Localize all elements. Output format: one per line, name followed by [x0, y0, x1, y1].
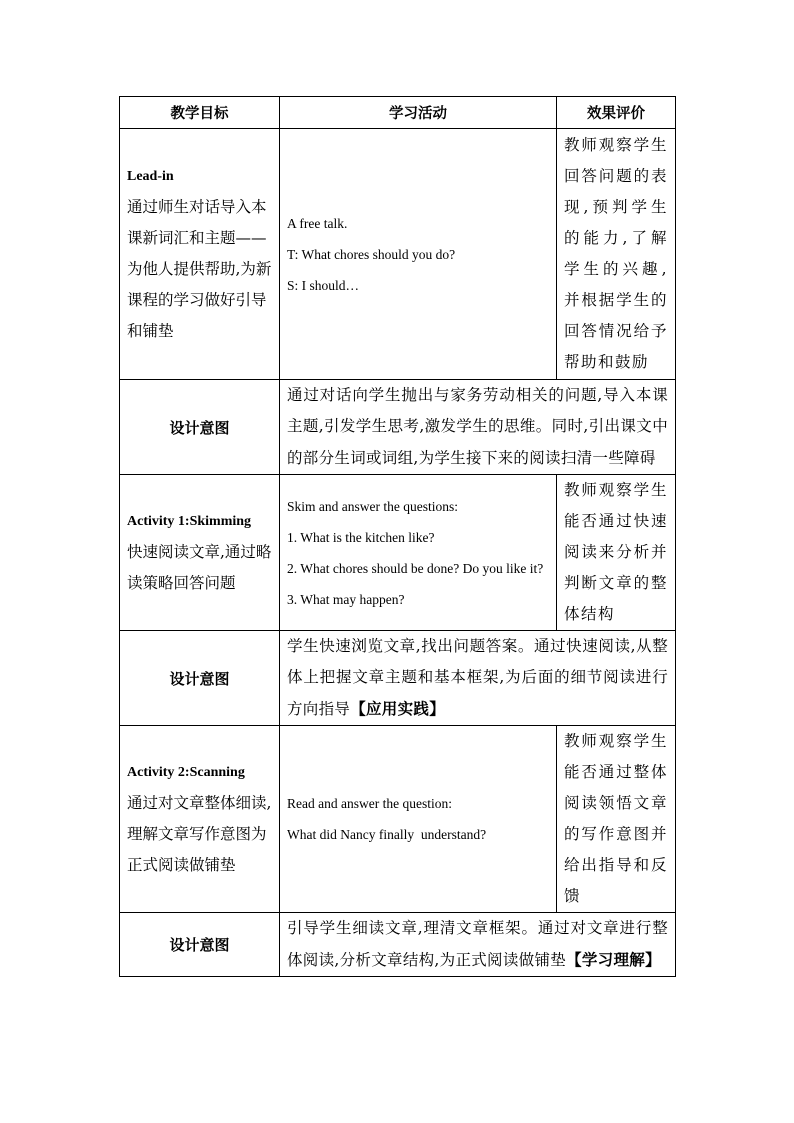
header-learning-activity: 学习活动	[280, 97, 557, 129]
activity-line: T: What chores should you do?	[287, 246, 456, 262]
activity-line: Read and answer the question:	[287, 796, 452, 811]
evaluation-cell: 教师观察学生回答问题的表现,预判学生的能力,了解学生的兴趣,并根据学生的回答情况给予帮助和鼓励	[557, 129, 676, 380]
table-header-row	[120, 97, 676, 129]
table-row	[120, 631, 676, 726]
design-intent-cell	[280, 380, 676, 475]
goal-cell	[120, 129, 280, 380]
design-intent-tag: 【应用实践】	[350, 699, 446, 718]
design-intent-cell	[280, 913, 676, 977]
activity-line: Skim and answer the questions:	[287, 498, 458, 514]
goal-title: Activity 1:Skimming	[127, 514, 252, 529]
header-teaching-goal: 教学目标	[120, 97, 280, 129]
activity-line: 1. What is the kitchen like?	[287, 529, 435, 545]
goal-title: Lead-in	[127, 169, 174, 184]
design-intent-cell	[280, 631, 676, 726]
activity-cell	[280, 726, 557, 913]
table-row	[120, 726, 676, 913]
goal-text: 快速阅读文章,通过略读策略回答问题	[127, 543, 272, 592]
goal-text: 通过对文章整体细读,理解文章写作意图为正式阅读做铺垫	[127, 794, 272, 874]
activity-line: 2. What chores should be done? Do you like it?	[287, 560, 544, 576]
table-row	[120, 129, 676, 380]
design-intent-label: 设计意图	[120, 380, 280, 475]
design-intent-label: 设计意图	[120, 913, 280, 977]
design-intent-tag: 【学习理解】	[566, 950, 661, 969]
activity-line: What did Nancy finally understand?	[287, 827, 487, 842]
evaluation-cell: 教师观察学生能否通过快速阅读来分析并判断文章的整体结构	[557, 475, 676, 631]
activity-line: S: I should…	[287, 277, 360, 293]
design-intent-text: 学生快速浏览文章,找出问题答案。通过快速阅读,从整体上把握文章主题和基本框架,为后面的细节阅读进行方向指导	[287, 637, 668, 718]
lesson-plan-table	[119, 96, 676, 977]
goal-text: 通过师生对话导入本课新词汇和主题——为他人提供帮助,为新课程的学习做好引导和铺垫	[127, 198, 272, 340]
table-row	[120, 475, 676, 631]
goal-cell	[120, 726, 280, 913]
goal-cell	[120, 475, 280, 631]
header-effect-evaluation: 效果评价	[557, 97, 676, 129]
activity-cell	[280, 129, 557, 380]
table-row	[120, 913, 676, 977]
activity-line: A free talk.	[287, 215, 348, 231]
goal-title: Activity 2:Scanning	[127, 765, 245, 780]
activity-line: 3. What may happen?	[287, 591, 405, 607]
design-intent-text: 通过对话向学生抛出与家务劳动相关的问题,导入本课主题,引发学生思考,激发学生的思维。同时,引出课文中的部分生词或词组,为学生接下来的阅读扫清一些障碍	[287, 386, 668, 467]
design-intent-label: 设计意图	[120, 631, 280, 726]
evaluation-cell: 教师观察学生能否通过整体阅读领悟文章的写作意图并给出指导和反馈	[557, 726, 676, 913]
table-row	[120, 380, 676, 475]
activity-cell	[280, 475, 557, 631]
design-intent-text: 引导学生细读文章,理清文章框架。通过对文章进行整体阅读,分析文章结构,为正式阅读做铺垫	[287, 919, 668, 969]
